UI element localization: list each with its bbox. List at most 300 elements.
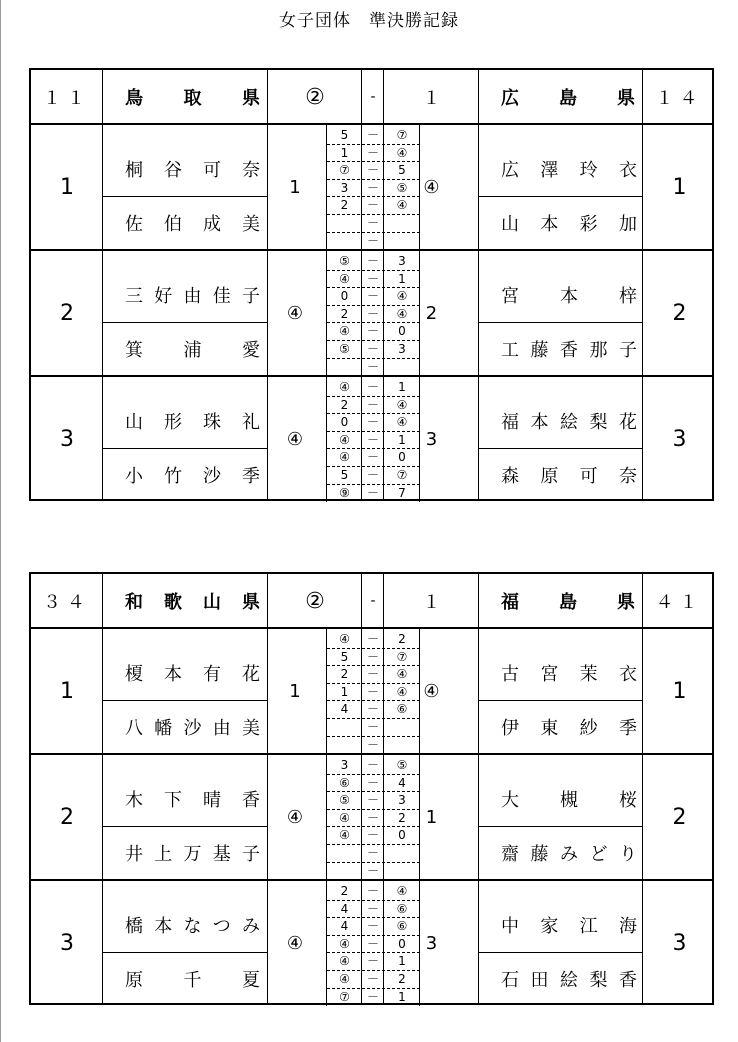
game-score-left: 5 <box>340 128 349 142</box>
right-bout-result: 3 <box>425 428 438 450</box>
player-name-char: 本 <box>154 916 173 937</box>
game-score-left <box>327 234 362 248</box>
right-player-name <box>501 774 637 824</box>
left-bout-result: ④ <box>286 302 304 324</box>
game-score-left: ⑨ <box>339 485 350 500</box>
player-name-char: み <box>242 916 260 937</box>
player-name-char: 藤 <box>530 340 549 361</box>
left-bout-number: 3 <box>60 426 74 452</box>
game-score-right: ⑦ <box>396 649 408 664</box>
score-row-divider <box>327 683 420 684</box>
game-score-left: ④ <box>339 271 350 286</box>
right-team-number: ４１ <box>655 592 704 613</box>
right-player-name <box>501 144 637 194</box>
player-divider <box>479 952 643 953</box>
player-name-char: 梓 <box>619 286 637 307</box>
player-divider <box>103 700 268 701</box>
game-score-left <box>327 720 362 734</box>
player-name-char: 本 <box>530 412 549 433</box>
player-name-char: 絵 <box>560 412 578 433</box>
left-team-name <box>125 70 260 124</box>
player-name-char: 珠 <box>203 412 221 433</box>
game-score-right: ⑤ <box>396 758 408 772</box>
team-name-char: 県 <box>617 592 635 613</box>
game-score-right: ⑦ <box>396 468 408 482</box>
score-row-divider <box>327 340 420 341</box>
left-player-name <box>125 450 260 500</box>
player-name-char: 広 <box>501 160 519 181</box>
score-row-divider <box>327 970 420 971</box>
right-player-name <box>501 648 637 698</box>
score-row-divider <box>327 700 420 701</box>
score-row-divider <box>327 900 420 901</box>
team-name-char: 取 <box>183 88 202 109</box>
left-player-name <box>125 198 260 248</box>
right-player-name <box>501 450 637 500</box>
player-name-char: 子 <box>619 340 637 361</box>
score-row-divider <box>327 917 420 918</box>
player-name-char: 本 <box>540 214 559 235</box>
player-name-char: 幡 <box>154 718 173 739</box>
player-name-char: み <box>560 844 578 865</box>
player-name-char: 衣 <box>618 160 637 181</box>
game-score-right <box>384 720 420 734</box>
player-name-char: つ <box>212 916 231 937</box>
score-row-divider <box>327 232 420 233</box>
game-score-dash: － <box>366 342 379 356</box>
game-score-left: 1 <box>340 684 349 699</box>
game-score-dash: － <box>366 271 379 286</box>
game-score-dash: － <box>366 758 379 772</box>
game-score-left: 5 <box>340 468 349 482</box>
score-row-divider <box>327 648 420 649</box>
game-score-dash: － <box>366 954 379 969</box>
score-row-divider <box>327 358 420 359</box>
page-border <box>0 0 1 1042</box>
left-bout-result: ④ <box>286 428 304 450</box>
game-score-left: 2 <box>340 306 349 321</box>
right-player-name <box>501 828 637 878</box>
player-name-char: 沙 <box>203 466 221 487</box>
game-score-dash: － <box>366 233 379 248</box>
game-score-left: 0 <box>340 289 349 304</box>
team-name-char: 山 <box>203 592 221 613</box>
right-player-name <box>501 198 637 248</box>
right-player-name <box>501 900 637 950</box>
game-score-dash: － <box>366 163 379 178</box>
player-name-char: 香 <box>242 790 260 811</box>
left-bout-number: 2 <box>60 300 74 326</box>
player-name-char: 彩 <box>579 214 598 235</box>
player-name-char: 家 <box>540 916 559 937</box>
player-name-char: 有 <box>203 664 221 685</box>
game-score-left: ④ <box>339 972 350 986</box>
game-score-left <box>327 846 362 860</box>
player-name-char: 夏 <box>242 970 260 991</box>
player-name-char: 紗 <box>579 718 598 739</box>
player-name-char: 箕 <box>125 340 143 361</box>
player-name-char: 工 <box>501 340 519 361</box>
player-name-char: 浦 <box>183 340 202 361</box>
right-bout-result: ④ <box>423 680 440 702</box>
player-name-char: 東 <box>540 718 559 739</box>
score-row-divider <box>327 844 420 845</box>
game-score-dash: － <box>366 972 379 986</box>
game-score-left: ④ <box>339 810 350 825</box>
score-row-divider <box>327 270 420 271</box>
player-name-char: 万 <box>183 844 202 865</box>
player-name-char: 奈 <box>618 466 637 487</box>
player-name-char: 子 <box>242 844 260 865</box>
game-score-right: 1 <box>398 989 406 1004</box>
score-row-divider <box>327 396 420 397</box>
game-score-left: ⑤ <box>339 342 350 356</box>
game-score-left: ⑦ <box>339 163 350 178</box>
score-row-divider <box>327 484 420 485</box>
game-score-right: 3 <box>398 793 406 808</box>
game-score-right: 3 <box>398 342 406 356</box>
player-name-char: 齋 <box>501 844 519 865</box>
player-name-char: 伊 <box>501 718 519 739</box>
player-name-char: 原 <box>125 970 143 991</box>
right-bout-result: 1 <box>425 806 438 828</box>
right-bout-number: 1 <box>672 174 687 200</box>
score-row-divider <box>327 431 420 432</box>
player-name-char: 加 <box>618 214 637 235</box>
game-score-left: 0 <box>340 415 349 430</box>
player-name-char: 竹 <box>164 466 182 487</box>
game-score-dash: － <box>366 415 379 430</box>
game-score-dash: － <box>366 828 379 843</box>
team-name-char: 歌 <box>164 592 182 613</box>
player-name-char: 三 <box>125 286 143 307</box>
game-score-left: 2 <box>340 667 349 682</box>
score-row-divider <box>327 448 420 449</box>
left-player-name <box>125 648 260 698</box>
score-row-divider <box>327 144 420 145</box>
game-score-right <box>384 216 420 230</box>
game-score-right: 0 <box>398 828 406 843</box>
game-score-right: ④ <box>396 415 408 430</box>
player-name-char: 桐 <box>125 160 143 181</box>
left-team-number: １１ <box>43 88 91 109</box>
left-team-total: ② <box>305 84 325 110</box>
player-name-char: 古 <box>501 664 519 685</box>
player-name-char: 可 <box>579 466 598 487</box>
player-name-char: 季 <box>242 466 260 487</box>
match-table <box>29 572 714 1005</box>
game-score-right: ④ <box>396 667 408 682</box>
player-name-char: 上 <box>154 844 173 865</box>
score-row-divider <box>327 826 420 827</box>
player-divider <box>103 448 268 449</box>
player-name-char: 桜 <box>619 790 637 811</box>
right-team-number: １４ <box>655 88 704 109</box>
player-name-char: 澤 <box>540 160 559 181</box>
player-divider <box>103 952 268 953</box>
match-table <box>29 68 714 501</box>
game-score-dash: － <box>366 810 379 825</box>
player-divider <box>479 196 643 197</box>
game-score-dash: － <box>366 793 379 808</box>
player-name-char: 花 <box>619 412 637 433</box>
game-score-dash: － <box>366 450 379 465</box>
game-score-right <box>384 360 420 374</box>
right-player-name <box>501 396 637 446</box>
game-score-dash: － <box>366 432 379 447</box>
left-player-name <box>125 828 260 878</box>
score-row-divider <box>327 161 420 162</box>
player-name-char: 木 <box>125 790 143 811</box>
game-score-dash: － <box>366 397 379 412</box>
score-row-divider <box>327 791 420 792</box>
game-score-right: ④ <box>396 397 408 412</box>
score-row-divider <box>327 287 420 288</box>
game-score-dash: － <box>366 702 379 717</box>
left-bout-result: ④ <box>286 806 304 828</box>
game-score-left: 4 <box>340 702 349 717</box>
team-name-char: 県 <box>617 88 635 109</box>
player-name-char: な <box>183 916 202 937</box>
game-score-right: ④ <box>396 306 408 321</box>
game-score-left: 2 <box>340 397 349 412</box>
team-name-char: 和 <box>125 592 143 613</box>
right-bout-result: ④ <box>423 176 440 198</box>
player-name-char: 福 <box>501 412 519 433</box>
game-score-dash: － <box>366 632 379 646</box>
player-divider <box>479 826 643 827</box>
game-score-left: ⑤ <box>339 793 350 808</box>
player-name-char: 宮 <box>501 286 519 307</box>
game-score-right: ④ <box>396 198 408 213</box>
game-score-right: ④ <box>396 684 408 699</box>
player-divider <box>479 322 643 323</box>
game-score-right: ④ <box>396 884 408 898</box>
game-score-left: 5 <box>340 649 349 664</box>
player-name-char: 八 <box>125 718 143 739</box>
right-bout-number: 1 <box>672 678 687 704</box>
right-player-name <box>501 270 637 320</box>
score-row-divider <box>327 736 420 737</box>
game-score-dash: － <box>366 919 379 934</box>
player-name-char: 本 <box>164 664 182 685</box>
game-score-dash: － <box>366 901 379 916</box>
left-bout-result: 1 <box>289 680 301 702</box>
game-score-right: 4 <box>398 775 406 790</box>
player-name-char: 中 <box>501 916 519 937</box>
player-name-char: 江 <box>579 916 598 937</box>
game-score-right: 0 <box>398 450 406 465</box>
game-score-right: 5 <box>398 163 406 178</box>
player-name-char: 香 <box>619 970 637 991</box>
game-score-dash: － <box>366 198 379 213</box>
game-score-left: 4 <box>340 919 349 934</box>
left-player-name <box>125 270 260 320</box>
score-row-divider <box>327 935 420 936</box>
game-score-right: ④ <box>396 145 408 160</box>
player-name-char: 山 <box>125 412 143 433</box>
left-player-name <box>125 954 260 1004</box>
player-name-char: 奈 <box>242 160 260 181</box>
left-bout-result: 1 <box>289 176 301 198</box>
game-score-dash: － <box>366 846 379 860</box>
player-name-char: 森 <box>501 466 519 487</box>
player-name-char: 子 <box>242 286 260 307</box>
game-score-dash: － <box>366 989 379 1004</box>
player-divider <box>479 448 643 449</box>
left-player-name <box>125 144 260 194</box>
game-score-right: 7 <box>398 485 406 500</box>
team-name-char: 県 <box>242 592 260 613</box>
game-score-dash: － <box>366 485 379 500</box>
game-score-left: ④ <box>339 432 350 447</box>
game-score-dash: － <box>366 649 379 664</box>
player-name-char: 小 <box>125 466 143 487</box>
right-bout-number: 3 <box>672 930 687 956</box>
player-name-char: 美 <box>242 718 260 739</box>
player-name-char: 宮 <box>540 664 559 685</box>
right-bout-result: 3 <box>425 932 438 954</box>
game-score-dash: － <box>366 254 379 268</box>
score-row-divider <box>327 774 420 775</box>
player-name-char: 槻 <box>560 790 578 811</box>
game-score-left: ④ <box>339 828 350 843</box>
game-score-right: 2 <box>398 972 406 986</box>
player-name-char: り <box>619 844 637 865</box>
player-name-char: 基 <box>212 844 231 865</box>
player-name-char: 大 <box>501 790 519 811</box>
game-score-left: ⑦ <box>339 989 350 1004</box>
score-row-divider <box>327 862 420 863</box>
game-score-right: 1 <box>398 954 406 969</box>
right-team-total: １ <box>422 592 441 613</box>
player-name-char: 佐 <box>125 214 143 235</box>
game-score-dash: － <box>366 936 379 951</box>
player-name-char: 花 <box>242 664 260 685</box>
game-score-right: ⑦ <box>396 128 408 142</box>
player-name-char: 礼 <box>242 412 260 433</box>
score-row-divider <box>327 665 420 666</box>
game-score-dash: － <box>366 884 379 898</box>
player-name-char: 美 <box>242 214 260 235</box>
game-score-dash: － <box>366 216 379 230</box>
left-bout-number: 3 <box>60 930 74 956</box>
player-divider <box>103 196 268 197</box>
game-score-right <box>384 738 420 752</box>
game-score-left: ④ <box>339 936 350 951</box>
game-score-left <box>327 738 362 752</box>
right-team-name <box>501 70 635 124</box>
game-score-right: 0 <box>398 324 406 339</box>
game-score-right: 3 <box>398 254 406 268</box>
team-name-char: 島 <box>559 88 577 109</box>
team-name-char: 県 <box>242 88 260 109</box>
player-divider <box>103 826 268 827</box>
game-score-left: ④ <box>339 324 350 339</box>
score-row-divider <box>327 718 420 719</box>
player-name-char: 由 <box>183 286 202 307</box>
game-score-right: ⑤ <box>396 180 408 195</box>
game-score-left: 4 <box>340 901 349 916</box>
right-bout-result: 2 <box>425 302 438 324</box>
score-row-divider <box>327 179 420 180</box>
game-score-left: ⑥ <box>339 775 350 790</box>
game-score-left: 3 <box>340 180 349 195</box>
player-name-char: 田 <box>530 970 549 991</box>
game-score-dash: － <box>366 380 379 394</box>
player-name-char: 香 <box>560 340 578 361</box>
game-score-dash: － <box>366 180 379 195</box>
game-score-right <box>384 864 420 878</box>
game-score-left <box>327 216 362 230</box>
game-score-dash: － <box>366 145 379 160</box>
score-separator: - <box>370 89 376 105</box>
player-name-char: 茉 <box>579 664 598 685</box>
player-name-char: 海 <box>618 916 637 937</box>
game-score-dash: － <box>366 684 379 699</box>
right-bout-number: 2 <box>672 804 687 830</box>
left-player-name <box>125 900 260 950</box>
player-name-char: 梨 <box>589 970 608 991</box>
score-row-divider <box>327 809 420 810</box>
right-team-name <box>501 574 635 628</box>
game-score-left: 2 <box>340 198 349 213</box>
game-score-right: 2 <box>398 810 406 825</box>
player-name-char: 榎 <box>125 664 143 685</box>
game-score-left: 1 <box>340 145 349 160</box>
game-score-dash: － <box>366 775 379 790</box>
left-bout-result: ④ <box>286 932 304 954</box>
player-name-char: 橋 <box>125 916 143 937</box>
player-name-char: 形 <box>164 412 182 433</box>
game-score-dash: － <box>366 737 379 752</box>
player-name-char: 可 <box>203 160 221 181</box>
score-separator: - <box>370 593 376 609</box>
player-name-char: 伯 <box>164 214 182 235</box>
score-row-divider <box>327 988 420 989</box>
player-divider <box>103 322 268 323</box>
game-score-dash: － <box>366 324 379 339</box>
game-score-dash: － <box>366 863 379 878</box>
team-name-char: 島 <box>559 592 577 613</box>
score-row-divider <box>327 413 420 414</box>
game-score-left: ④ <box>339 632 350 646</box>
game-score-right <box>384 234 420 248</box>
score-row-divider <box>327 952 420 953</box>
game-score-dash: － <box>366 468 379 482</box>
team-name-char: 福 <box>501 592 519 613</box>
game-score-left <box>327 360 362 374</box>
game-score-dash: － <box>366 128 379 142</box>
game-score-right: 1 <box>398 432 406 447</box>
score-row-divider <box>327 322 420 323</box>
player-name-char: 好 <box>154 286 173 307</box>
player-name-char: 井 <box>125 844 143 865</box>
left-team-total: ② <box>305 588 325 614</box>
right-bout-number: 3 <box>672 426 687 452</box>
player-name-char: 梨 <box>589 412 608 433</box>
game-score-right: 2 <box>398 632 406 646</box>
game-score-right: 1 <box>398 380 406 394</box>
player-name-char: 石 <box>501 970 519 991</box>
player-name-char: 沙 <box>183 718 202 739</box>
player-name-char: 佳 <box>212 286 231 307</box>
left-team-name <box>125 574 260 628</box>
left-team-number: ３４ <box>43 592 91 613</box>
player-name-char: 下 <box>164 790 182 811</box>
score-row-divider <box>327 214 420 215</box>
right-player-name <box>501 954 637 1004</box>
